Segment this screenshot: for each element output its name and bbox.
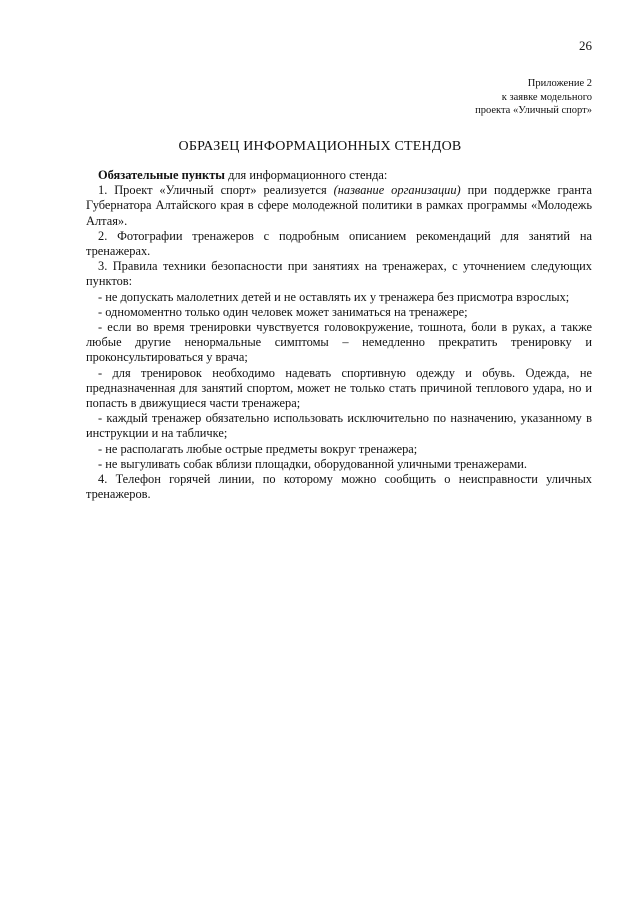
- document-title: ОБРАЗЕЦ ИНФОРМАЦИОННЫХ СТЕНДОВ: [178, 139, 462, 154]
- item-3: 3. Правила техники безопасности при занятиях на тренажерах, с уточнением следующих пунктов:: [86, 259, 592, 289]
- item-1-after: при поддержке гранта Губернатора Алтайского края в сфере молодежной политики в рамках программы «Молодежь Алтая».: [86, 183, 592, 228]
- page-number: 26: [579, 38, 592, 53]
- organization-placeholder: (название организации): [333, 183, 461, 198]
- rule-item: - не выгуливать собак вблизи площадки, оборудованной уличными тренажерами.: [98, 456, 527, 471]
- intro-bold: Обязательные пункты: [98, 168, 225, 182]
- appendix-line-3: проекта «Уличный спорт»: [475, 105, 592, 116]
- intro-line: [86, 168, 592, 183]
- item-1-before: 1. Проект «Уличный спорт» реализуется: [98, 183, 334, 198]
- appendix-note: [475, 77, 592, 118]
- rule-item: - для тренировок необходимо надевать спортивную одежду и обувь. Одежда, не предназначенная для занятий спортом, может не только стать причиной теплового удара, но и попасть в движущиеся части тренажера;: [86, 365, 592, 411]
- appendix-line-2: к заявке модельного: [501, 91, 592, 103]
- appendix-line-1: Приложение 2: [527, 78, 592, 89]
- item-2: 2. Фотографии тренажеров с подробным описанием рекомендаций для занятий на тренажерах.: [86, 228, 592, 259]
- item-1: [86, 183, 592, 229]
- rule-item: - каждый тренажер обязательно использовать исключительно по назначению, указанному в инструкции и на табличке;: [86, 411, 592, 441]
- rule-item: - не допускать малолетних детей и не оставлять их у тренажера без присмотра взрослых;: [98, 289, 570, 304]
- rule-item: - если во время тренировки чувствуется головокружение, тошнота, боли в руках, а также любые другие ненормальные симптомы – немедленно прекратить тренировку и проконсультироваться у врача;: [86, 320, 592, 365]
- intro-rest: для информационного стенда:: [224, 168, 388, 182]
- document-body: [86, 168, 592, 502]
- rule-item: - одномоментно только один человек может заниматься на тренажере;: [98, 304, 468, 319]
- rule-item: - не располагать любые острые предметы вокруг тренажера;: [98, 441, 418, 456]
- item-4: 4. Телефон горячей линии, по которому можно сообщить о неисправности уличных тренажеров.: [86, 472, 592, 502]
